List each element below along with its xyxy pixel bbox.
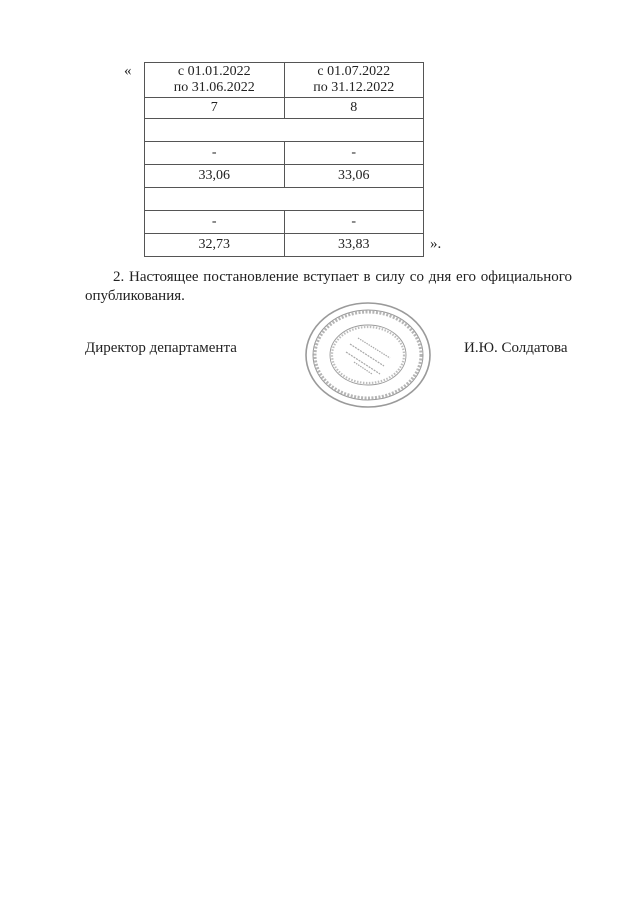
signatory-title: Директор департамента <box>85 340 237 356</box>
table-cell: 33,06 <box>284 165 424 188</box>
table-header-row <box>145 63 424 98</box>
official-seal-stamp <box>298 300 438 410</box>
period-header-2-from: с 01.07.2022 <box>317 64 391 79</box>
signatory-name: И.Ю. Солдатова <box>464 340 568 356</box>
table-cell: - <box>284 211 424 234</box>
paragraph-line-2: опубликования. <box>85 288 185 304</box>
period-header-1 <box>145 63 285 98</box>
closing-quote: ». <box>430 236 442 252</box>
table-row <box>145 188 424 211</box>
column-number-row <box>145 98 424 119</box>
column-number-1: 7 <box>145 98 285 119</box>
column-number-2: 8 <box>284 98 424 119</box>
empty-merged-cell <box>145 119 424 142</box>
period-header-1-to: по 31.06.2022 <box>173 80 255 95</box>
opening-quote: « <box>124 63 132 79</box>
table-cell: 33,83 <box>284 234 424 257</box>
table-row <box>145 234 424 257</box>
tariff-table <box>144 62 424 257</box>
table-cell: - <box>145 142 285 165</box>
empty-merged-cell <box>145 188 424 211</box>
period-header-1-from: с 01.01.2022 <box>177 64 251 79</box>
table-row <box>145 142 424 165</box>
table-cell: - <box>145 211 285 234</box>
table-row <box>145 211 424 234</box>
table-row <box>145 119 424 142</box>
period-header-2-to: по 31.12.2022 <box>313 80 395 95</box>
table-row <box>145 165 424 188</box>
table-cell: 32,73 <box>145 234 285 257</box>
paragraph-line-1: 2. Настоящее постановление вступает в силу со дня его официального <box>113 269 572 285</box>
table-cell: 33,06 <box>145 165 285 188</box>
table-cell: - <box>284 142 424 165</box>
period-header-2 <box>284 63 424 98</box>
